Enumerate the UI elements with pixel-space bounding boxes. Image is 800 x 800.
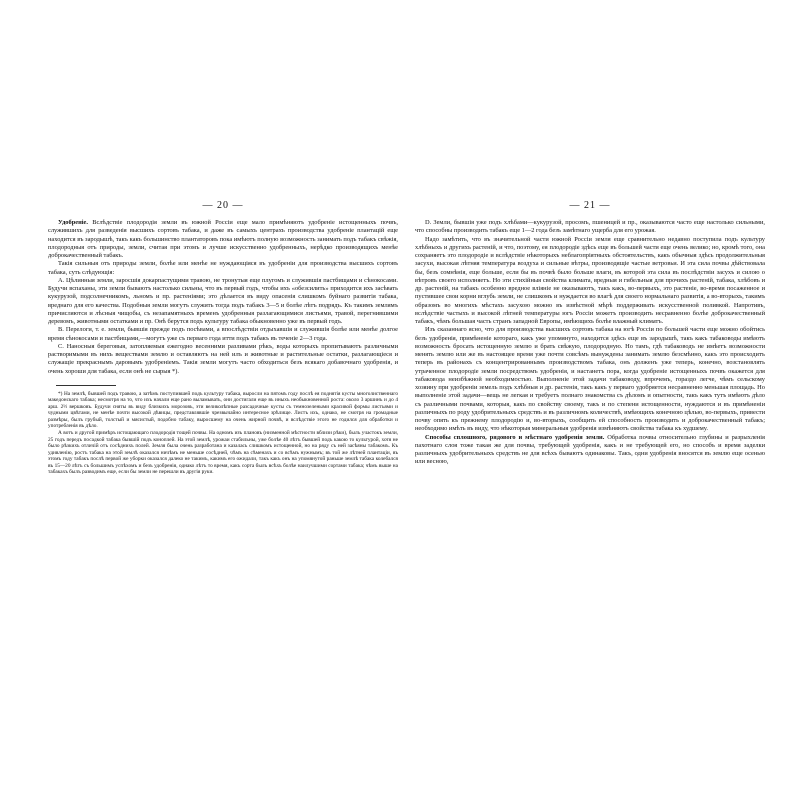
paragraph: C. Наносныя береговыя, затопляемыя ежегодно весенними разливами рѣкъ, воды которыхъ пропитываютъ различными растворимыми въ нихъ веществами землю и оставляютъ на ней илъ и животные и растительные остатки, разлагающіеся и служащіе прекраснымъ даровымъ удобреніемъ. Такія земли могутъ часто обходиться безъ всякаго добавочнаго удобренія, и очень хороши для табака, если онѣ не сырыя *).: [48, 342, 398, 375]
page-body: [48, 219, 398, 376]
paragraph: D. Земли, бывшія уже подъ хлѣбами—кукурузой, просомъ, пшеницей и пр., оказываются часто еще настолько сильными, что способны производить табакъ еще 1—2 года безъ замѣтнаго ущерба для его урожая.: [415, 219, 765, 235]
left-page: [48, 200, 398, 600]
paragraph: A. Цѣлинныя земли, заросшія докарпастущими травою, не тронутыя еще плугомъ и служившія пастбищами и сѣнокосами. Будучи вспаханы, эти земли бываютъ настолько сильны, что въ первый годъ, чтобы ихъ «обезсилить» приходится ихъ засѣвать кукурузой, подсолнечникомъ, льномъ и пр. растеніями; это дѣлается въ виду опасенія слишкомъ буйнаго развитія табака, вреднаго для его качества. Подобныя земли могутъ служить тогда подъ табакъ 3—5 и болѣе лѣтъ подрядъ. Къ такимъ землямъ причисляются и лѣсныя чищобы, съ незапамятныхъ временъ удобренныя разлагающимися листьями, травой, перегнившими деревомъ, животными остатками и пр. Онѣ берутся подъ культуру табака обыкновенно уже въ первый годъ.: [48, 276, 398, 325]
footnote-divider: [56, 385, 116, 386]
paragraph: Изъ сказаннаго ясно, что для производства высшихъ сортовъ табака на югѣ Россіи по большей части еще можно обойтись безъ удобренія, примѣненіе котораго, какъ уже упомянуто, находится здѣсь еще въ зародышѣ, такъ какъ табаководы имѣютъ возможность бросать истощенную землю и брать свѣжую, плодородную. Но тамъ, гдѣ табаководъ не имѣетъ возможности менять землю или же въ настоящее время уже почти совсѣмъ вынуждены занимать землю безсмѣнно, какъ это происходитъ теперь въ районахъ съ концентрированнымъ производствомъ табака, онъ долженъ уже теперь, конечно, возстановлять утраченное плодородіе земли посредствомъ удобренія, и настанетъ пора, когда удобреніе истощенныхъ почвъ окажется для табаковода неизбѣжной необходимостью. Выполненіе этой задачи табаководу, впрочемъ, гораздо легче, чѣмъ сельскому хозяину при удобреніи земель подъ хлѣбныя и др. растенія, такъ какъ у перваго удобряется несравненно меньшая площадь. Но выполненіе этой задачи—вещь не легкая и требуетъ полнаго знакомства съ дѣломъ и опытности, такъ какъ тутъ имѣютъ дѣло съ различными почвами, которыя, какъ по свойству своему, такъ и по степени истощенности, нуждаются и въ примѣненіи различныхъ по роду удобрительныхъ средствъ и въ различномъ количествѣ, имѣющихъ конечною цѣлью, во-первыхъ, привести почву опять къ прежнему плодородію и, во-вторыхъ, сообщить ей способность производить и доброкачественный табакъ; необходимо имѣть въ виду, что нѣкоторыя минеральныя удобренія измѣняютъ свойства табака къ худшему.: [415, 326, 765, 433]
paragraph: [48, 219, 398, 260]
paragraph: Такія сильныя отъ природы земли, болѣе или менѣе не нуждающіяся въ удобреніи для производства высшихъ сортовъ табака, суть слѣдующія:: [48, 260, 398, 276]
footnote-paragraph: А вотъ и другой примѣръ истощающаго плодородія тощей почвы. На одномъ изъ плановъ (низменной мѣстности вблизи рѣки), былъ участокъ земли, 25 годъ передъ посадкой табака бывшій подъ коноплей. На этой землѣ, урожаи стабильны, уже болѣе 40 лѣтъ бывшей подъ какою то культурой, хотя не было рѣзкихъ отличій отъ сосѣднихъ полей. Земля была очень разработана и казалась слишкомъ истощенной, но на ряду съ ней засѣяны табакомъ. Къ удивленію, ростъ табака на этой землѣ оказался ничѣмъ не меньше сосѣдней, чѣмъ на сѣменахъ и со всѣмъ нужнымъ; въ той же лѣтней плантаціи, въ этомъ году табакъ послѣ первой же уборки оказался далеко не такимъ, какимъ его ожидали, такъ какъ онъ на упомянутой раньше землѣ табака колебался въ 15—20 лѣтъ съ большимъ успѣхомъ и безъ удобренія, однако лѣтъ то время, какъ сорта былъ всѣхъ болѣе наилучшими сортами табака; чѣмъ выше на табакахъ былъ разводимъ еще, если бы земли не перешли въ другія руки.: [48, 430, 398, 476]
paragraph: B. Перелоги, т. е. земли, бывшія прежде подъ посѣвами, а впослѣдствіи отдыхавшія и служившія болѣе или менѣе долгое время сѣнокосами и пастбищами,—могутъ уже съ перваго года итти подъ табакъ въ теченіе 2—3 года.: [48, 326, 398, 342]
paragraph-text: Обработка почвы относительно глубины и разрыхленія пахотнаго слоя тоже такая же для почвы, требующей удобренія, какъ и не требующей его, но способъ и время заделки различныхъ удобрительныхъ средствъ не для всѣхъ бываютъ одинаковы. Такъ, одни удобренія вносятся въ землю еще осенью или весною,: [415, 433, 765, 466]
right-page: [415, 200, 765, 600]
section-heading: Удобреніе.: [58, 219, 88, 226]
section-heading: Способы сплошного, рядового и мѣстнаго удобренія земли.: [425, 433, 605, 441]
page-number: — 21 —: [569, 200, 611, 211]
page-number: — 20 —: [202, 200, 244, 211]
footnote: [48, 391, 398, 476]
footnote-paragraph: *) На землѣ, бывшей подъ травою, а затѣмъ поступившей подъ культуру табака, выросли на пятомъ году послѣ ея поднятія кусты многолиственнаго македонскаго табака; несмотря на то, что ихъ начали еще рано выламывать, они достигали еще въ иныхъ необыкновенной роста: около 3 аршинъ и до 4 арш. 2½ вершковъ. Будучи сняты въ виду близкихъ морозовъ, эти великолѣпные разсадочные кусты съ темнозелеными красивой формы листьями и чудными цвѣтами, не менѣе почти высокой дѣвицы, представлявшіе чрезвычайно интересное зрѣлище. Листъ ихъ, однако, не смотря на громадные размѣры, былъ грубый, толстый и мясистый, подобно табаку, выросшему на очень жирной почвѣ, и вслѣдствіе этого не годился для обработки и употребленія въ дѣло.: [48, 390, 398, 430]
paragraph: [415, 434, 765, 467]
paragraph-text: Вслѣдствіе плодородія земли въ южной Россіи еще мало примѣняютъ удобреніе истощенныхъ почвъ, служившихъ для разведенія высшихъ сортовъ табака, и даже въ самыхъ центрахъ производства удобреніе плантацій еще находится въ зародышѣ, такъ какъ большинство плантаторовъ пока имѣютъ полную возможность занимать подъ табакъ свѣжія, плодородныя отъ природы, земли, считая при этомъ и лучше искусственно удобренныхъ, нерѣдко производящихъ менѣе доброкачественный табакъ.: [48, 219, 398, 259]
paragraph: Надо замѣтить, что въ значительной части южной Россіи земля еще сравнительно недавно поступила подъ культуру хлѣбныхъ и другихъ растеній, и что, поэтому, ея плодородіе здѣсь еще въ большей части еще очень велико; но, кромѣ того, она сохраняетъ это плодородіе и вслѣдствіе нѣкоторыхъ неблагопріятныхъ обстоятельствъ, какъ обычныя здѣсь продолжительныя засухи, высокая лѣтняя температура воздуха и сильные вѣтры, производящіе частые ветровьи. И эта сила почвы дѣйствовала бы, безъ сомнѣнія, еще больше, если бы въ почвѣ было больше влаги, въ которой эта сила въ послѣдствіи засухъ и силою о вѣтровъ своего исполняетъ. Но эти стихійныя свойства климата, вредныя и гибельныя для прочихъ растеній, табака, хлѣбовъ и др. растеній, на табакъ особенно вредное вліяніе не оказываютъ, такъ какъ, во-первыхъ, это растеніе, во-время посаженное и пустившее свои корни вглубь земли, не слишкомъ и нуждается во влагѣ для своего нормальнаго развитія, а во-вторыхъ, такимъ образомъ во многихъ мѣстахъ засухою можно въ извѣстной мѣрѣ поддерживать искусственной поливкой. Напротивъ, вслѣдствіе частыхъ и высокой лѣтней температуры югъ Россіи можетъ производить несравненно болѣе доброкачественный табакъ, чѣмъ большая часть странъ западной Европы, имѣющихъ болѣе влажный климатъ.: [415, 235, 765, 325]
page-body: [415, 219, 765, 467]
